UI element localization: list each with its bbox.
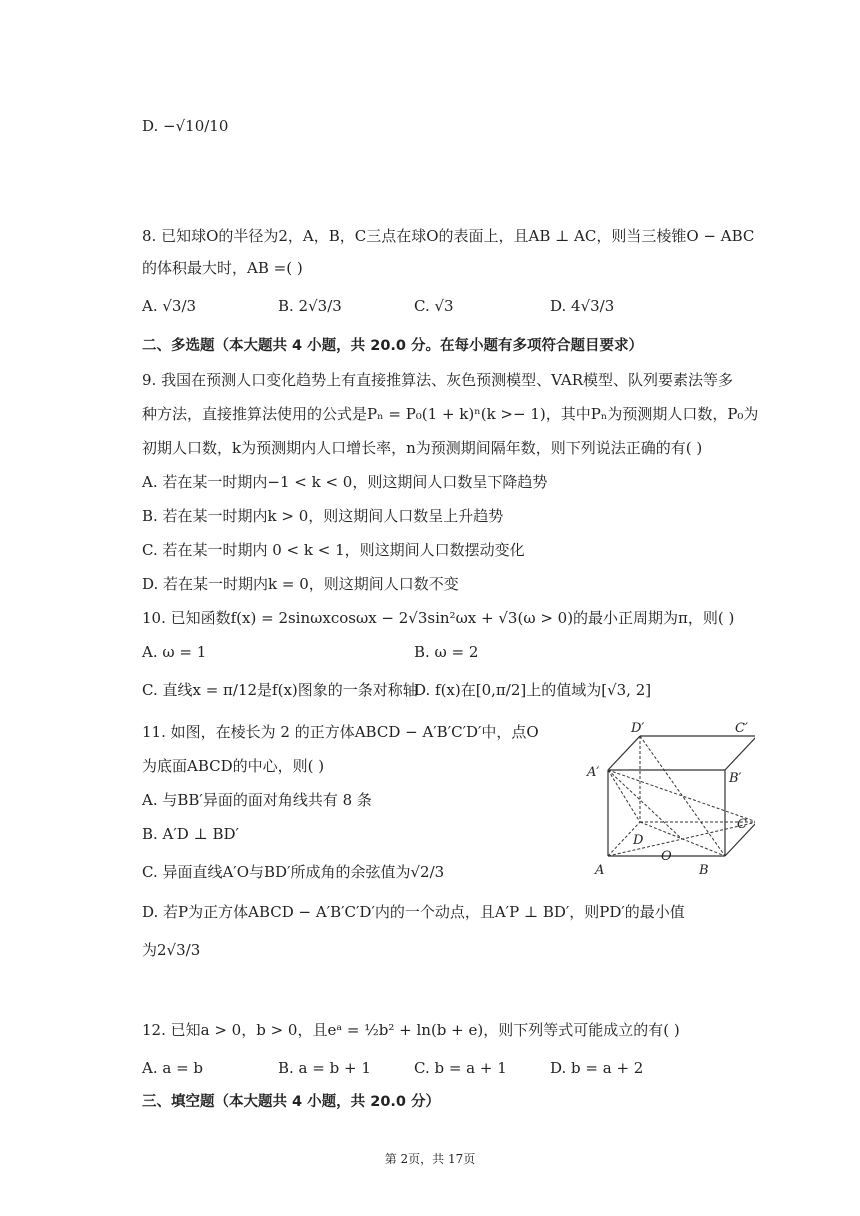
q9-stem-line3: 初期人口数，k为预测期内人口增长率，n为预测期间隔年数，则下列说法正确的有( ) (142, 439, 703, 457)
edge-a1-d1 (608, 736, 640, 770)
q9-stem-line1: 9. 我国在预测人口变化趋势上有直接推算法、灰色预测模型、VAR模型、队列要素法等多 (142, 371, 734, 389)
q8-option-c: C. √3 (414, 297, 454, 315)
edge-b1-c1 (725, 736, 755, 770)
q10-option-a: A. ω = 1 (142, 643, 207, 661)
q12-option-b: B. a = b + 1 (278, 1059, 371, 1077)
q8-stem-line1: 8. 已知球O的半径为2，A，B，C三点在球O的表面上，且AB ⊥ AC，则当三棱锥O − ABC (142, 227, 755, 245)
cube-figure (585, 718, 755, 878)
segment-a1-o (608, 770, 682, 839)
label-c1: C′ (735, 721, 748, 736)
q9-option-b: B. 若在某一时期内k > 0，则这期间人口数呈上升趋势 (142, 507, 504, 525)
label-b1: B′ (729, 771, 742, 786)
q9-option-a: A. 若在某一时期内−1 < k < 0，则这期间人口数呈下降趋势 (142, 473, 548, 491)
q8-option-d: D. 4√3/3 (550, 297, 615, 315)
q8-option-b: B. 2√3/3 (278, 297, 342, 315)
q12-option-a: A. a = b (142, 1059, 204, 1077)
q8-option-a: A. √3/3 (142, 297, 197, 315)
q11-option-d: D. 若P为正方体ABCD − A′B′C′D′内的一个动点，且A′P ⊥ BD′，则PD′的最小值 (142, 903, 685, 921)
q10-stem: 10. 已知函数f(x) = 2sinωxcosωx − 2√3sin²ωx + √3(ω > 0)的最小正周期为π，则( ) (142, 609, 735, 627)
label-o: O (661, 849, 672, 864)
q10-option-b: B. ω = 2 (414, 643, 479, 661)
q11-option-c: C. 异面直线A′O与BD′所成角的余弦值为√2/3 (142, 863, 445, 881)
q11-option-d-continued: 为2√3/3 (142, 941, 201, 959)
q12-option-d: D. b = a + 2 (550, 1059, 644, 1077)
label-d: D (633, 833, 644, 848)
q8-stem-line2: 的体积最大时，AB =( ) (142, 259, 303, 277)
q11-option-b: B. A′D ⊥ BD′ (142, 825, 239, 843)
q12-option-c: C. b = a + 1 (414, 1059, 507, 1077)
q11-stem-line2: 为底面ABCD的中心，则( ) (142, 757, 325, 775)
segment-d1-b (640, 736, 725, 856)
section-2-heading: 二、多选题（本大题共 4 小题，共 20.0 分。在每小题有多项符合题目要求） (142, 338, 644, 354)
q11-stem-line1: 11. 如图，在棱长为 2 的正方体ABCD − A′B′C′D′中，点O (142, 723, 539, 741)
diagonal-d-b (640, 822, 725, 856)
page-footer: 第 2页，共 17页 (384, 1152, 476, 1166)
label-a: A (595, 863, 605, 878)
q9-option-c: C. 若在某一时期内 0 < k < 1，则这期间人口数摆动变化 (142, 541, 525, 559)
section-3-heading: 三、填空题（本大题共 4 小题，共 20.0 分） (142, 1094, 441, 1110)
q10-option-d: D. f(x)在[0,π/2]上的值域为[√3, 2] (414, 681, 652, 699)
label-b: B (699, 863, 709, 878)
q7-option-d: D. −√10/10 (142, 117, 229, 135)
q12-stem: 12. 已知a > 0，b > 0，且eᵃ = ½b² + ln(b + e)，则下列等式可能成立的有( ) (142, 1021, 680, 1039)
q10-option-c: C. 直线x = π/12是f(x)图象的一条对称轴 (142, 681, 418, 699)
label-a1: A′ (587, 765, 600, 780)
label-d1: D′ (631, 721, 645, 736)
label-c: C (737, 817, 747, 832)
q9-stem-line2: 种方法，直接推算法使用的公式是Pₙ = P₀(1 + k)ⁿ(k >− 1)，其中Pₙ为预测期人口数，P₀为 (142, 405, 759, 423)
q9-option-d: D. 若在某一时期内k = 0，则这期间人口数不变 (142, 575, 459, 593)
q11-option-a: A. 与BB′异面的面对角线共有 8 条 (142, 791, 372, 809)
